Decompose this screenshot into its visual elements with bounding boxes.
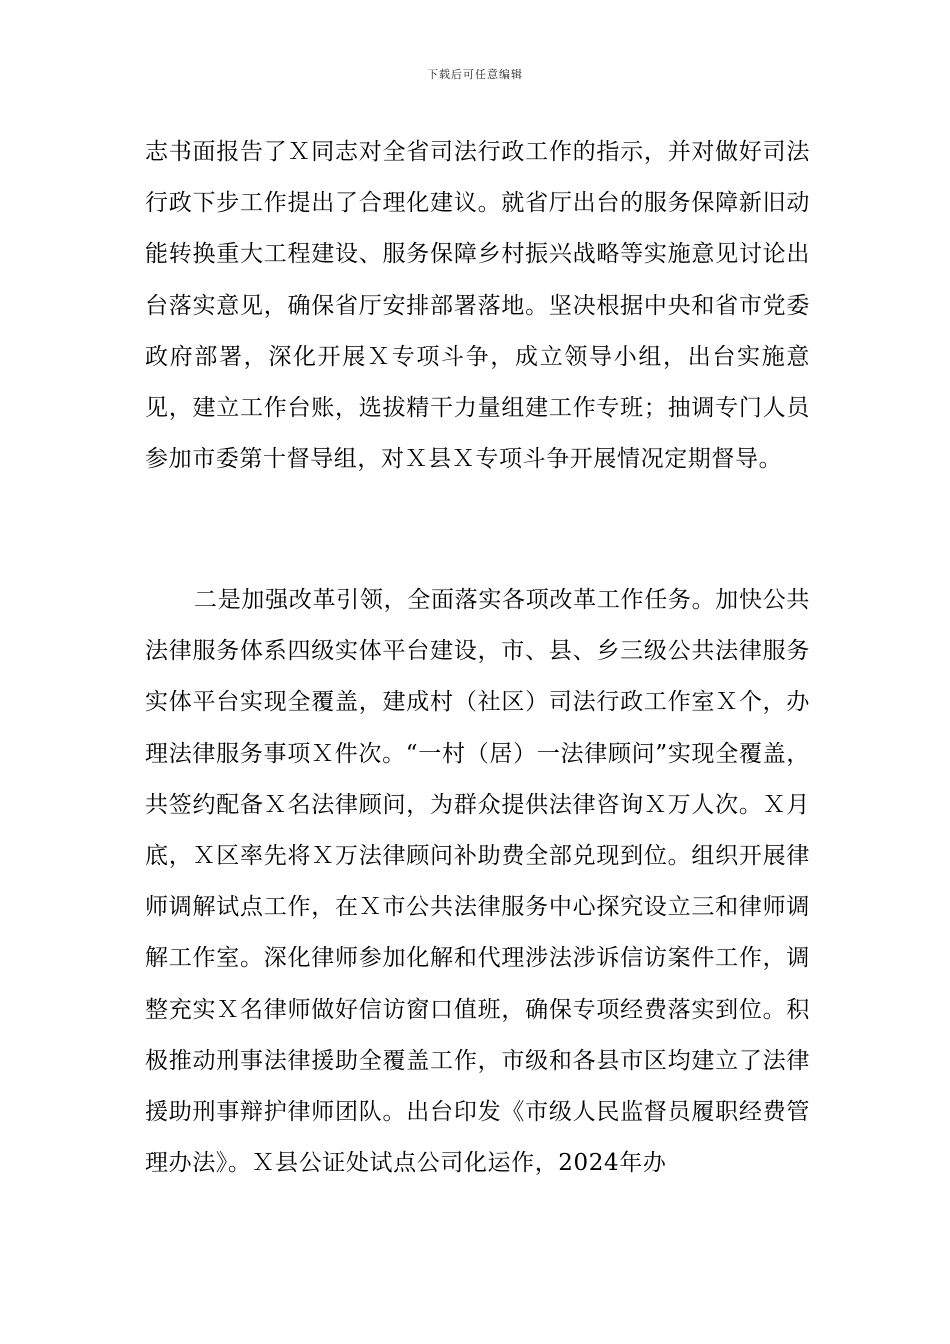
body-paragraph-1: 志书面报告了Ｘ同志对全省司法行政工作的指示，并对做好司法行政下步工作提出了合理化建议。就省厅出台的服务保障新旧动能转换重大工程建设、服务保障乡村振兴战略等实施意见讨论出台落实意见，确保省厅安排部署落地。坚决根据中央和省市党委政府部署，深化开展Ｘ专项斗争，成立领导小组，出台实施意见，建立工作台账，选拔精干力量组建工作专班；抽调专门人员参加市委第十督导组，对Ｘ县Ｘ专项斗争开展情况定期督导。 <box>145 139 810 473</box>
page-header-note: 下载后可任意编辑 <box>427 68 523 81</box>
body-paragraph-2: 二是加强改革引领，全面落实各项改革工作任务。加快公共法律服务体系四级实体平台建设，市、县、乡三级公共法律服务实体平台实现全覆盖，建成村（社区）司法行政工作室Ｘ个，办理法律服务事项Ｘ件次。“一村（居）一法律顾问”实现全覆盖，共签约配备Ｘ名法律顾问，为群众提供法律咨询Ｘ万人次。Ｘ月底，Ｘ区率先将Ｘ万法律顾问补助费全部兑现到位。组织开展律师调解试点工作，在Ｘ市公共法律服务中心探究设立三和律师调解工作室。深化律师参加化解和代理涉法涉诉信访案件工作，调整充实Ｘ名律师做好信访窗口值班，确保专项经费落实到位。积极推动刑事法律援助全覆盖工作，市级和各县市区均建立了法律援助刑事辩护律师团队。出台印发《市级人民监督员履职经费管理办法》。Ｘ县公证处试点公司化运作，2024年办 <box>145 587 810 1177</box>
